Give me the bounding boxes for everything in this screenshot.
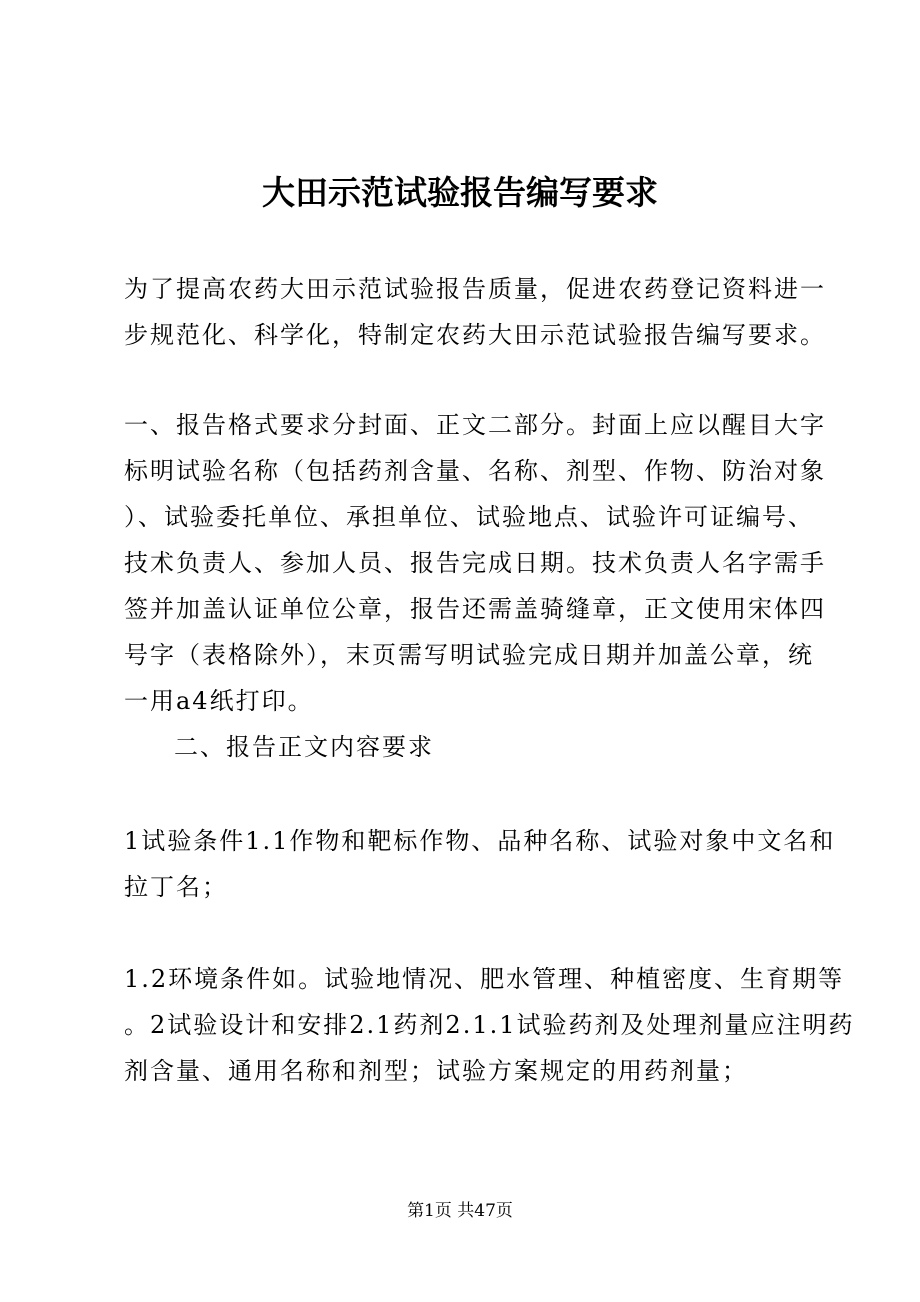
text-line: 拉丁名； xyxy=(124,873,228,901)
text-line: 步规范化、科学化，特制定农药大田示范试验报告编写要求。 xyxy=(124,321,826,349)
test-conditions-paragraph xyxy=(124,818,836,910)
document-title: 大田示范试验报告编写要求 xyxy=(262,173,658,212)
text-line: 二、报告正文内容要求 xyxy=(174,733,434,761)
intro-paragraph xyxy=(124,266,826,358)
text-line: 为了提高农药大田示范试验报告质量，促进农药登记资料进一 xyxy=(124,275,826,303)
environment-paragraph xyxy=(124,956,855,1094)
section-one-paragraph xyxy=(124,402,826,724)
text-line: 1试验条件1.1作物和靶标作物、品种名称、试验对象中文名和 xyxy=(124,827,836,855)
text-line: 。2试验设计和安排2.1药剂2.1.1试验药剂及处理剂量应注明药 xyxy=(124,1011,855,1039)
text-line: 一用a4纸打印。 xyxy=(124,687,314,715)
text-line: ）、试验委托单位、承担单位、试验地点、试验许可证编号、 xyxy=(124,503,814,531)
text-line: 1.2环境条件如。试验地情况、肥水管理、种植密度、生育期等 xyxy=(124,965,845,993)
text-line: 技术负责人、参加人员、报告完成日期。技术负责人名字需手 xyxy=(124,549,826,577)
section-two-heading xyxy=(124,724,804,770)
text-line: 号字（表格除外），末页需写明试验完成日期并加盖公章，统 xyxy=(124,641,814,669)
page-footer: 第1页 共47页 xyxy=(407,1201,513,1221)
text-line: 签并加盖认证单位公章，报告还需盖骑缝章，正文使用宋体四 xyxy=(124,595,826,623)
text-line: 标明试验名称（包括药剂含量、名称、剂型、作物、防治对象 xyxy=(124,457,826,485)
text-line: 剂含量、通用名称和剂型；试验方案规定的用药剂量； xyxy=(124,1057,748,1085)
text-line: 一、报告格式要求分封面、正文二部分。封面上应以醒目大字 xyxy=(124,411,826,439)
